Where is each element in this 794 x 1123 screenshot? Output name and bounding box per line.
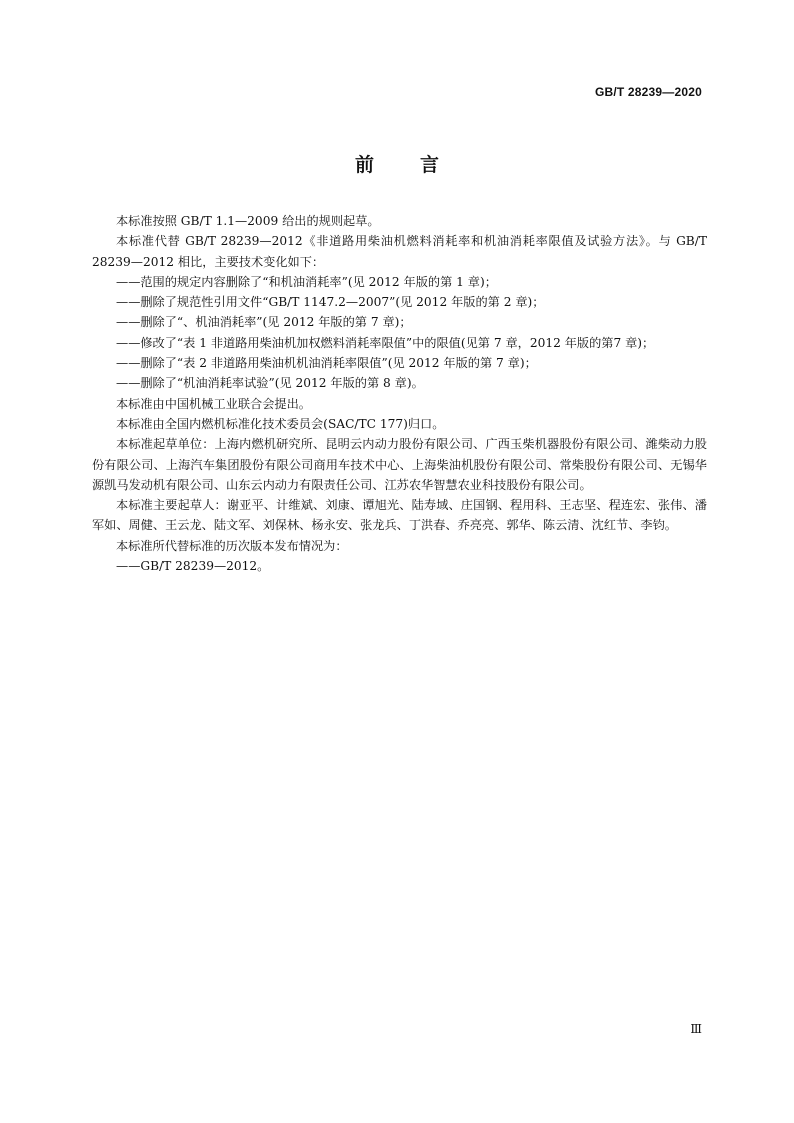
change-item-table-2: ——删除了“表 2 非道路用柴油机机油消耗率限值”(见 2012 年版的第 7 章)； [116, 356, 537, 371]
standard-number-header: GB/T 28239—2020 [594, 85, 702, 99]
paragraph-previous-editions: 本标准所代替标准的历次版本发布情况为： [116, 538, 348, 553]
change-item-scope: ——范围的规定内容删除了“和机油消耗率”(见 2012 年版的第 1 章)； [116, 274, 497, 289]
change-item-normative-references: ——删除了规范性引用文件“GB/T 1147.2—2007”(见 2012 年版的第 2 章)； [116, 295, 545, 310]
paragraph-drafters: 本标准主要起草人：谢亚平、计维斌、刘康、谭旭光、陆寿域、庄国钢、程用科、王志坚、程连宏、张伟、潘军如、周健、王云龙、陆文军、刘保林、杨永安、张龙兵、丁洪春、乔亮亮、郭华、陈云清、沈红节、李钧。 [92, 498, 707, 533]
paragraph-under-jurisdiction: 本标准由全国内燃机标准化技术委员会(SAC/TC 177)归口。 [116, 416, 445, 431]
paragraph-drafting-rules: 本标准按照 GB/T 1.1—2009 给出的规则起草。 [116, 214, 380, 228]
previous-edition-item: ——GB/T 28239—2012。 [116, 559, 270, 574]
change-item-oil-test: ——删除了“机油消耗率试验”(见 2012 年版的第 8 章)。 [116, 376, 424, 391]
paragraph-replaces-standard: 本标准代替 GB/T 28239—2012《非道路用柴油机燃料消耗率和机油消耗率限值及试验方法》。与 GB/T 28239—2012 相比，主要技术变化如下： [92, 234, 707, 269]
paragraph-proposed-by: 本标准由中国机械工业联合会提出。 [116, 396, 311, 411]
preface-body [92, 211, 707, 576]
title-char-2: 言 [420, 154, 440, 176]
title-char-1: 前 [354, 154, 374, 176]
change-item-oil-consumption: ——删除了“、机油消耗率”(见 2012 年版的第 7 章)； [116, 315, 412, 330]
page-title [0, 150, 794, 177]
paragraph-drafting-organizations: 本标准起草单位：上海内燃机研究所、昆明云内动力股份有限公司、广西玉柴机器股份有限公司、潍柴动力股份有限公司、上海汽车集团股份有限公司商用车技术中心、上海柴油机股份有限公司、常柴股份有限公司、无锡华源凯马发动机有限公司、山东云内动力有限责任公司、江苏农华智慧农业科技股份有限公司。 [92, 437, 707, 492]
page-number: Ⅲ [690, 1022, 702, 1036]
change-item-table-1: ——修改了“表 1 非道路用柴油机加权燃料消耗率限值”中的限值(见第 7 章，2012 年版的第7 章)； [116, 335, 655, 350]
